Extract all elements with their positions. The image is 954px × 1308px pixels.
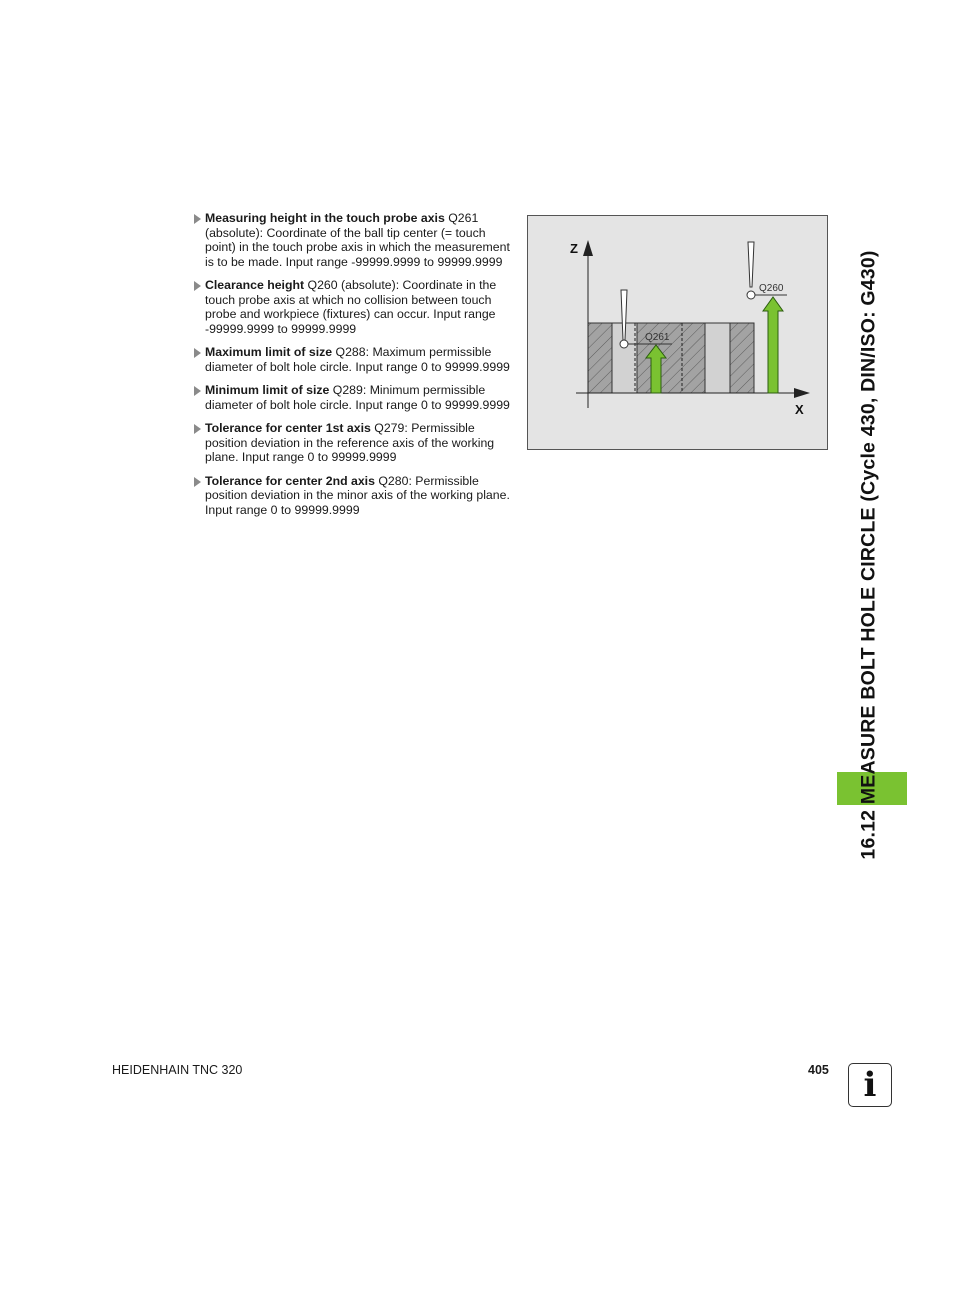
workpiece-right — [730, 323, 754, 393]
bore-right — [705, 323, 730, 393]
bullet-arrow-icon — [194, 348, 201, 358]
info-icon — [848, 1063, 892, 1107]
bullet-arrow-icon — [194, 281, 201, 291]
bullet-arrow-icon — [194, 214, 201, 224]
probe-ball-right — [747, 291, 755, 299]
q261-label: Q261 — [645, 332, 670, 343]
cycle-diagram-svg — [528, 216, 829, 451]
param-item — [193, 211, 511, 269]
param-name: Measuring height in the touch probe axis — [205, 211, 445, 225]
param-item — [193, 474, 511, 518]
param-desc: Q288: Maximum permissible diameter of bolt hole circle. Input range 0 to 99999.9999 — [205, 345, 510, 374]
bullet-arrow-icon — [194, 386, 201, 396]
cycle-diagram — [527, 215, 828, 450]
bullet-arrow-icon — [194, 477, 201, 487]
x-axis-label: X — [795, 402, 804, 417]
param-item — [193, 278, 511, 336]
page-number: 405 — [808, 1063, 829, 1077]
param-desc: Q289: Minimum permissible diameter of bolt hole circle. Input range 0 to 99999.9999 — [205, 383, 510, 412]
q260-label: Q260 — [759, 283, 784, 294]
parameter-list — [193, 211, 511, 526]
footer-product: HEIDENHAIN TNC 320 — [112, 1063, 243, 1077]
param-item — [193, 345, 511, 374]
param-desc: Q279: Permissible position deviation in the reference axis of the working plane. Input range 0 to 99999.9999 — [205, 421, 495, 464]
param-desc: Q261 (absolute): Coordinate of the ball tip center (= touch point) in the touch probe axis in which the measurement is to be made. Input range -99999.9999 to 99999.9999 — [205, 211, 510, 269]
side-title-text: 16.12 MEASURE BOLT HOLE CIRCLE (Cycle 430, DIN/ISO: G430) — [857, 250, 880, 860]
q260-arrow-icon — [763, 297, 783, 393]
param-item — [193, 421, 511, 465]
param-name: Maximum limit of size — [205, 345, 333, 359]
param-name: Minimum limit of size — [205, 383, 330, 397]
z-axis-arrow-icon — [583, 240, 593, 256]
info-icon-glyph: i — [863, 1065, 877, 1105]
param-item — [193, 383, 511, 412]
param-desc: Q260 (absolute): Coordinate in the touch probe axis at which no collision between touch probe and workpiece (fixtures) can occur. Input range -99999.9999 to 99999.9999 — [205, 278, 497, 336]
z-axis-label: Z — [570, 241, 578, 256]
param-name: Tolerance for center 2nd axis — [205, 473, 375, 488]
probe-ball-left — [620, 340, 628, 348]
param-name: Tolerance for center 1st axis — [205, 421, 371, 435]
probe-stylus-right — [748, 242, 754, 287]
param-desc: Q280: Permissible position deviation in the minor axis of the working plane. Input range 0 to 99999.9999 — [205, 473, 510, 517]
x-axis-arrow-icon — [794, 388, 810, 398]
workpiece-left — [588, 323, 612, 393]
param-name: Clearance height — [205, 278, 305, 292]
bullet-arrow-icon — [194, 424, 201, 434]
